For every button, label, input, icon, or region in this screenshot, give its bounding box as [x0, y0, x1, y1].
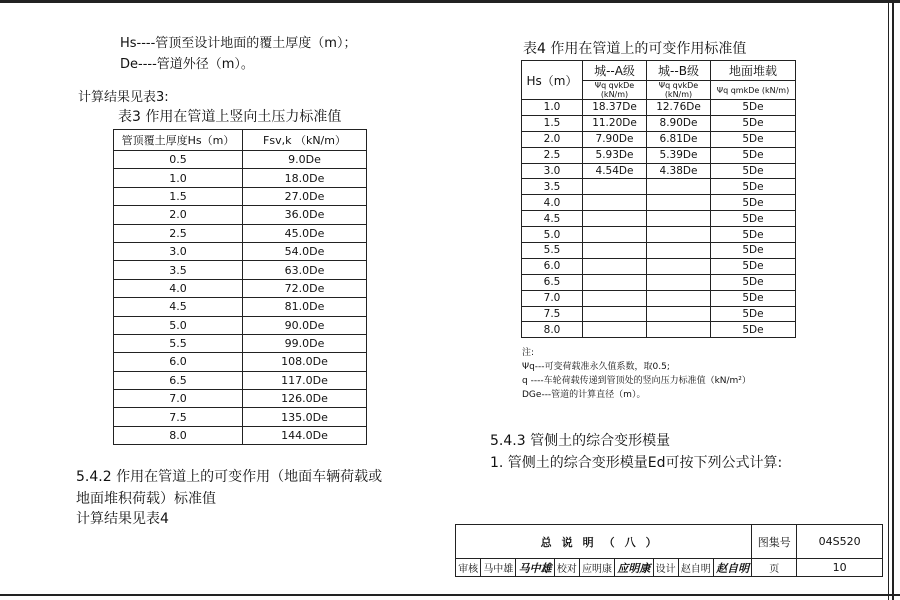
drawing-title: 总说明（八） — [456, 525, 752, 559]
table-cell: 18.0De — [243, 169, 367, 187]
table4-notes — [522, 346, 751, 402]
designer-signature: 赵自明 — [713, 559, 751, 577]
table3 — [113, 129, 367, 445]
table-cell: 3.5 — [114, 261, 243, 279]
table-cell: 135.0De — [243, 408, 367, 426]
table-row — [114, 242, 367, 260]
table-row — [114, 206, 367, 224]
notes-label: 注: — [522, 348, 535, 358]
table-cell: 7.5 — [114, 408, 243, 426]
table-row — [114, 151, 367, 169]
table4-header-cell: 地面堆载 — [711, 61, 796, 81]
table-cell: 4.54De — [583, 163, 647, 179]
table4-header-cell: 城--B级 — [647, 61, 711, 81]
table-cell: 6.81De — [647, 131, 711, 147]
table4-subheader-cell: Ψq qvkDe (kN/m) — [647, 81, 711, 100]
table-cell: 5.5 — [114, 334, 243, 352]
table-row — [522, 258, 796, 274]
table3-header-cell: Fsv,k （kN/m） — [243, 130, 367, 151]
table-cell: 5De — [711, 306, 796, 322]
table-cell: 8.0 — [114, 426, 243, 444]
table4 — [521, 60, 796, 338]
table-cell: 7.5 — [522, 306, 583, 322]
table-row — [522, 211, 796, 227]
table-row — [522, 306, 796, 322]
note-line: q ----车轮荷载传递到管顶处的竖向压力标准值（kN/m²） — [522, 376, 751, 386]
definition-de: De----管道外径（m）。 — [120, 57, 254, 72]
table-cell — [647, 243, 711, 259]
table-cell: 11.20De — [583, 115, 647, 131]
table3-header-cell: 管顶覆土厚度Hs（m） — [114, 130, 243, 151]
table3-title: 表3 作用在管道上竖向土压力标准值 — [118, 109, 342, 125]
table-cell: 99.0De — [243, 334, 367, 352]
note-line: Ψq---可变荷载准永久值系数，取0.5; — [522, 362, 670, 372]
note-line: DGe---管道的计算直径（m）。 — [522, 390, 646, 400]
table-cell: 36.0De — [243, 206, 367, 224]
table-cell: 5De — [711, 131, 796, 147]
table-cell: 5De — [711, 100, 796, 116]
table-cell: 108.0De — [243, 353, 367, 371]
table-cell: 5De — [711, 211, 796, 227]
table-row — [522, 243, 796, 259]
table-cell: 2.0 — [114, 206, 243, 224]
table-cell: 5.0 — [522, 227, 583, 243]
table-row — [522, 322, 796, 338]
table-cell: 12.76De — [647, 100, 711, 116]
table-cell: 45.0De — [243, 224, 367, 242]
design-label: 设计 — [653, 559, 678, 577]
table-cell: 2.5 — [114, 224, 243, 242]
table-row — [114, 261, 367, 279]
table-cell — [647, 306, 711, 322]
table-row — [114, 316, 367, 334]
reviewer-name: 马中雄 — [481, 559, 516, 577]
table-cell: 4.5 — [114, 298, 243, 316]
table-cell — [583, 322, 647, 338]
table3-header-row — [114, 130, 367, 151]
table-cell: 72.0De — [243, 279, 367, 297]
table-cell: 6.5 — [114, 371, 243, 389]
table-cell: 5De — [711, 163, 796, 179]
section-542-line1: 5.4.2 作用在管道上的可变作用（地面车辆荷载或 — [76, 469, 383, 485]
table-cell: 8.90De — [647, 115, 711, 131]
table-cell — [583, 227, 647, 243]
page-number: 10 — [797, 559, 883, 577]
table-cell: 18.37De — [583, 100, 647, 116]
table-cell: 5.39De — [647, 147, 711, 163]
table-row — [522, 227, 796, 243]
table-cell: 27.0De — [243, 187, 367, 205]
checker-signature: 应明康 — [615, 559, 653, 577]
table-row — [114, 334, 367, 352]
table-cell: 5De — [711, 227, 796, 243]
table-row — [522, 115, 796, 131]
table-cell: 3.0 — [114, 242, 243, 260]
page-label: 页 — [752, 559, 797, 577]
table-cell: 5De — [711, 115, 796, 131]
table-cell: 7.90De — [583, 131, 647, 147]
table-cell — [583, 243, 647, 259]
table-row — [522, 274, 796, 290]
designer-name: 赵自明 — [678, 559, 713, 577]
table-cell: 117.0De — [243, 371, 367, 389]
checker-name: 应明康 — [579, 559, 614, 577]
table-cell — [647, 322, 711, 338]
table4-header-row — [522, 61, 796, 81]
table-row — [522, 163, 796, 179]
table-row — [522, 131, 796, 147]
table-cell: 8.0 — [522, 322, 583, 338]
table-cell: 7.0 — [114, 390, 243, 408]
table-cell — [583, 179, 647, 195]
table-row — [114, 371, 367, 389]
table-cell: 1.0 — [114, 169, 243, 187]
table-cell — [583, 211, 647, 227]
section-542-line3: 计算结果见表4 — [76, 511, 169, 527]
table-cell: 4.0 — [522, 195, 583, 211]
table-row — [522, 147, 796, 163]
table-row — [114, 224, 367, 242]
table4-header-cell: 城--A级 — [583, 61, 647, 81]
table-row — [114, 279, 367, 297]
table-cell — [583, 290, 647, 306]
table-row — [522, 100, 796, 116]
table-cell: 5.5 — [522, 243, 583, 259]
table-cell: 5.93De — [583, 147, 647, 163]
table-row — [114, 169, 367, 187]
frame-bottom-border — [0, 594, 900, 596]
table-row — [522, 290, 796, 306]
table-cell — [647, 274, 711, 290]
table-cell — [583, 258, 647, 274]
table-cell: 90.0De — [243, 316, 367, 334]
table-cell: 5De — [711, 258, 796, 274]
table-cell: 6.5 — [522, 274, 583, 290]
table-row — [522, 195, 796, 211]
table-cell: 9.0De — [243, 151, 367, 169]
frame-right-border — [892, 0, 894, 600]
table-cell: 1.0 — [522, 100, 583, 116]
title-block — [455, 524, 883, 577]
table-cell: 6.0 — [522, 258, 583, 274]
table-cell: 54.0De — [243, 242, 367, 260]
table4-title: 表4 作用在管道上的可变作用标准值 — [523, 41, 747, 57]
table-cell — [647, 258, 711, 274]
table-cell: 1.5 — [522, 115, 583, 131]
table-row — [114, 408, 367, 426]
table-cell: 5De — [711, 147, 796, 163]
table4-subheader-cell: Ψq qmkDe (kN/m) — [711, 81, 796, 100]
table-row — [114, 187, 367, 205]
table-cell — [647, 211, 711, 227]
definition-hs: Hs----管顶至设计地面的覆土厚度（m）； — [120, 36, 357, 51]
reviewer-signature: 马中雄 — [516, 559, 554, 577]
title-block-row-bottom — [456, 559, 883, 577]
table-cell: 4.5 — [522, 211, 583, 227]
table-cell: 5De — [711, 195, 796, 211]
check-label: 校对 — [554, 559, 579, 577]
frame-top-border — [0, 0, 900, 3]
table-cell: 5De — [711, 322, 796, 338]
table-cell: 2.0 — [522, 131, 583, 147]
table-cell — [647, 179, 711, 195]
table-cell: 1.5 — [114, 187, 243, 205]
table-row — [114, 353, 367, 371]
section-543-heading: 5.4.3 管侧土的综合变形模量 — [490, 433, 671, 449]
section-542-line2: 地面堆积荷载）标准值 — [76, 491, 216, 507]
table-cell — [583, 274, 647, 290]
table-cell: 0.5 — [114, 151, 243, 169]
table-cell — [647, 195, 711, 211]
review-label: 审核 — [456, 559, 481, 577]
table-cell: 3.5 — [522, 179, 583, 195]
table-cell: 3.0 — [522, 163, 583, 179]
table-cell — [647, 290, 711, 306]
atlas-number: 04S520 — [797, 525, 883, 559]
table-row — [114, 390, 367, 408]
table-cell: 4.38De — [647, 163, 711, 179]
table4-subheader-cell: Ψq qvkDe (kN/m) — [583, 81, 647, 100]
table-cell: 2.5 — [522, 147, 583, 163]
section-543-line1: 1. 管侧土的综合变形模量Ed可按下列公式计算: — [490, 455, 783, 471]
title-block-row-top — [456, 525, 883, 559]
table-cell: 7.0 — [522, 290, 583, 306]
table-cell — [647, 227, 711, 243]
frame-inner-right-border — [888, 0, 889, 600]
atlas-number-label: 图集号 — [752, 525, 797, 559]
table-row — [114, 298, 367, 316]
calc-note-table3: 计算结果见表3: — [78, 90, 169, 105]
table-cell: 5De — [711, 179, 796, 195]
table-cell: 63.0De — [243, 261, 367, 279]
table-row — [114, 426, 367, 444]
table-cell — [583, 195, 647, 211]
table-cell: 5De — [711, 290, 796, 306]
table-cell: 6.0 — [114, 353, 243, 371]
table-cell: 5De — [711, 243, 796, 259]
table-row — [522, 179, 796, 195]
table4-h-label: Hs（m） — [522, 61, 583, 100]
table-cell: 4.0 — [114, 279, 243, 297]
table-cell: 144.0De — [243, 426, 367, 444]
table-cell: 5.0 — [114, 316, 243, 334]
table-cell — [583, 306, 647, 322]
table-cell: 5De — [711, 274, 796, 290]
table-cell: 81.0De — [243, 298, 367, 316]
table-cell: 126.0De — [243, 390, 367, 408]
